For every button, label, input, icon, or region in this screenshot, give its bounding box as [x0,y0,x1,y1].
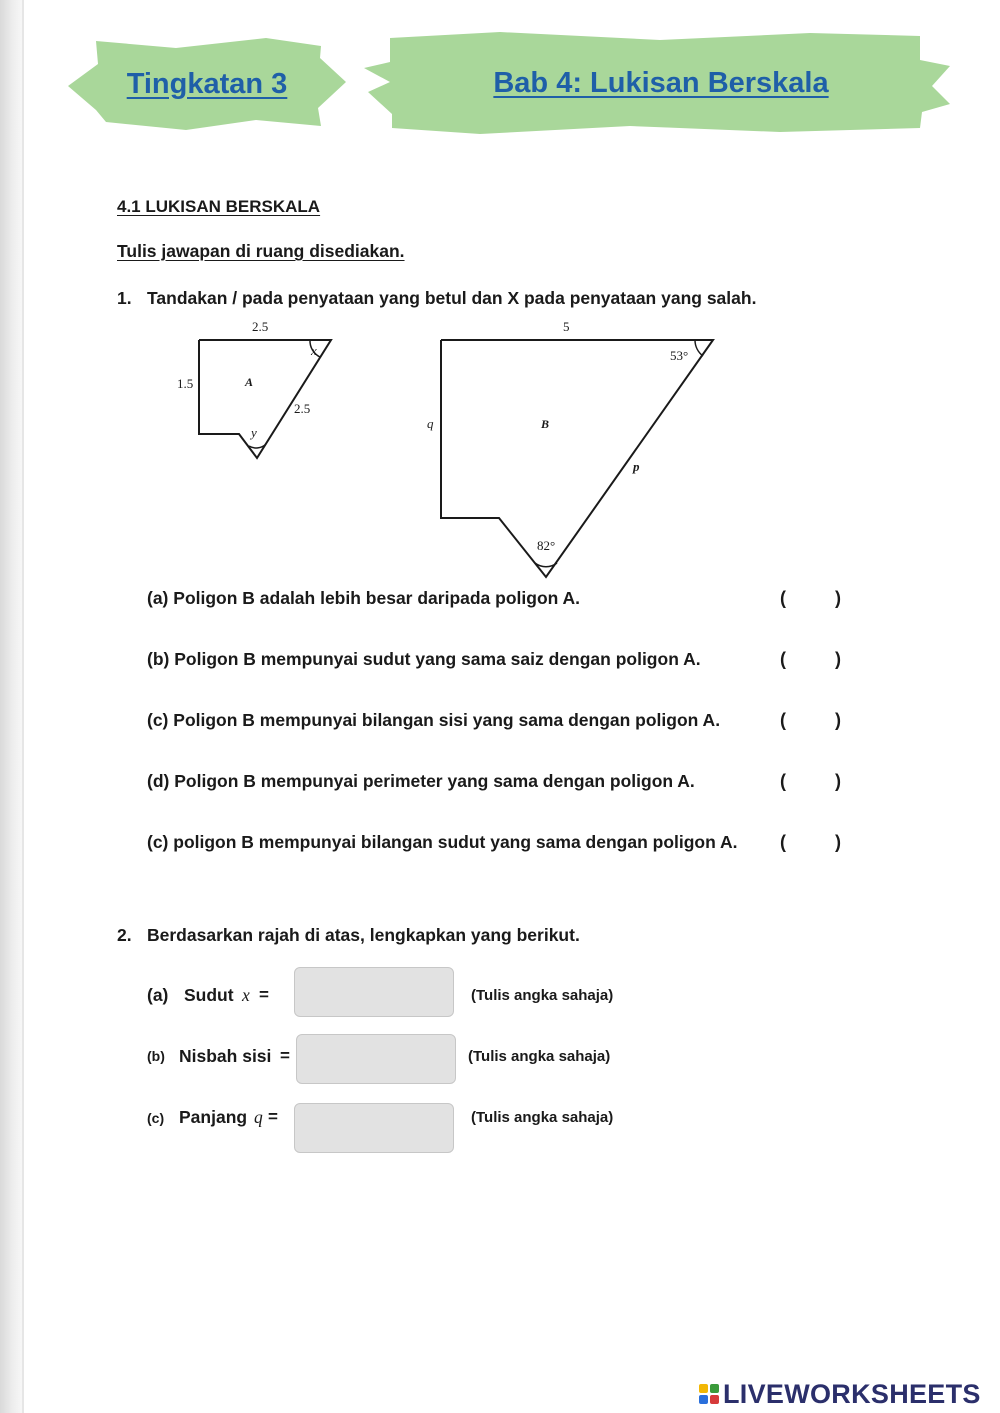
q2c-label: (c) [147,1110,165,1126]
statement-a [147,588,580,609]
statement-c-bracket-close: ) [835,710,841,730]
polygon-b-slant-length: p [633,459,640,474]
polygon-b-top-length: 5 [563,319,570,334]
statement-d-text: Poligon B mempunyai perimeter yang sama dengan poligon A. [174,771,695,791]
statement-d [147,771,695,792]
statement-e-label: (c) [147,832,169,852]
q2a-note: (Tulis angka sahaja) [471,987,614,1004]
statement-d-bracket-open: ( [780,771,786,791]
statement-b-text: Poligon B mempunyai sudut yang sama saiz dengan poligon A. [174,649,701,669]
q2c-equals: = [268,1107,278,1126]
statement-d-bracket-close: ) [835,771,841,791]
statement-e-bracket-open: ( [780,832,786,852]
polygon-b-angle-53: 53° [670,348,689,363]
liveworksheets-logo-icon [699,1384,719,1404]
q2a-answer-input[interactable] [294,967,454,1017]
question1-prompt: Tandakan / pada penyataan yang betul dan X pada penyataan yang salah. [147,288,757,308]
q2b-note: (Tulis angka sahaja) [468,1048,611,1065]
polygon-a-name: A [245,375,254,389]
q2b-equals: = [280,1046,290,1065]
q2b-text: Nisbah sisi [179,1046,272,1066]
polygon-a-angle-x: x [311,343,317,358]
q2a-equals: = [259,985,269,1004]
question2-number: 2. [117,925,132,945]
polygon-figure [0,0,1000,600]
statement-b-bracket-open: ( [780,649,786,669]
q2c-note: (Tulis angka sahaja) [471,1109,614,1126]
q2a-text: Sudut [184,985,234,1005]
chapter-title: Bab 4: Lukisan Berskala [493,66,829,99]
statement-a-text: Poligon B adalah lebih besar daripada poligon A. [173,588,581,608]
statement-b-bracket-close: ) [835,649,841,669]
statement-a-label: (a) [147,588,169,608]
polygon-a-left-length: 1.5 [177,376,194,391]
polygon-b-name: B [541,417,550,431]
polygon-b-angle-82: 82° [537,538,556,553]
q2b-label: (b) [147,1048,165,1064]
statement-a-bracket-open: ( [780,588,786,608]
question2-prompt: Berdasarkan rajah di atas, lengkapkan yang berikut. [147,925,580,945]
question1-number: 1. [117,288,132,308]
section-heading: 4.1 LUKISAN BERSKALA [117,197,321,216]
statement-c-text: Poligon B mempunyai bilangan sisi yang sama dengan poligon A. [173,710,721,730]
liveworksheets-brand: LIVEWORKSHEETS [723,1378,981,1409]
statement-c [147,710,720,731]
q2c-text: Panjang [179,1107,248,1127]
liveworksheets-logo [699,1378,981,1410]
polygon-b [441,340,713,577]
polygon-a-angle-y: y [251,425,257,440]
statement-d-label: (d) [147,771,170,791]
q2a-label: (a) [147,985,169,1005]
statement-b [147,649,701,670]
statement-e-text: poligon B mempunyai bilangan sudut yang sama dengan poligon A. [173,832,738,852]
statement-a-bracket-close: ) [835,588,841,608]
statement-c-bracket-open: ( [780,710,786,730]
polygon-a-slant-length: 2.5 [294,401,311,416]
q2a-variable: x [242,985,250,1005]
statement-c-label: (c) [147,710,169,730]
statement-b-label: (b) [147,649,170,669]
statement-e [147,832,738,853]
polygon-b-left-length: q [427,416,434,431]
instruction-text: Tulis jawapan di ruang disediakan. [117,241,405,261]
statement-e-bracket-close: ) [835,832,841,852]
form-label: Tingkatan 3 [126,67,288,100]
q2c-variable: q [254,1107,263,1127]
q2b-answer-input[interactable] [296,1034,456,1084]
q2c-answer-input[interactable] [294,1103,454,1153]
polygon-a-top-length: 2.5 [252,319,269,334]
